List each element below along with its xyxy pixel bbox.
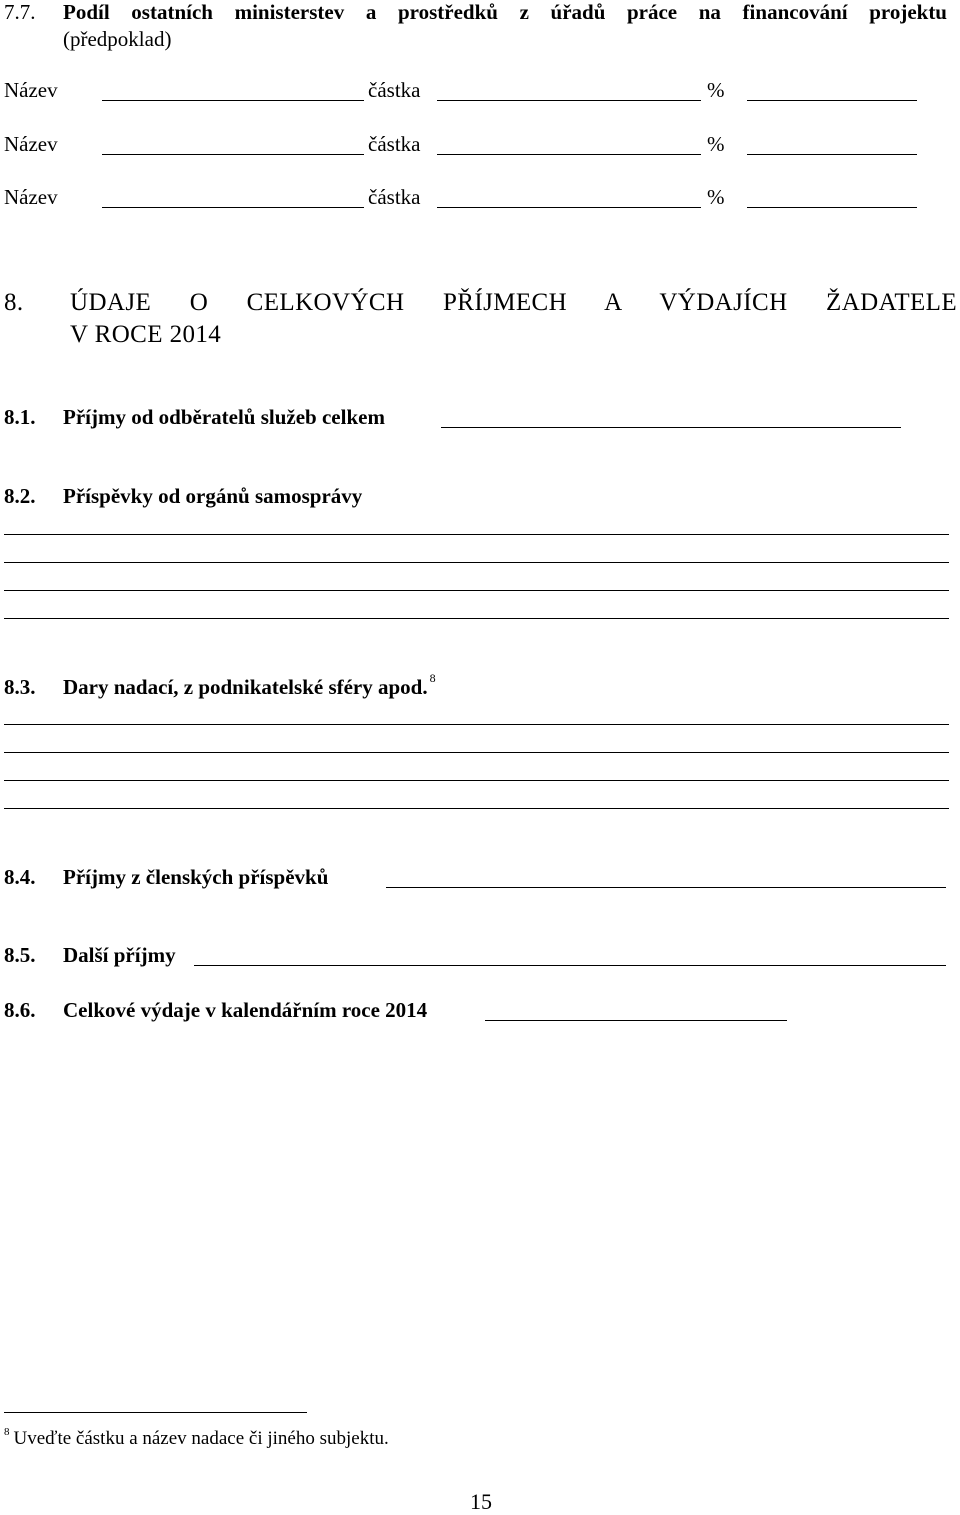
amount-label: částka: [368, 78, 421, 102]
section-7-7-subtitle: (předpoklad): [63, 27, 172, 51]
name-label: Název: [4, 185, 58, 209]
item-8-1-label: Příjmy od odběratelů služeb celkem: [63, 405, 385, 429]
item-8-3-label: Dary nadací, z podnikatelské sféry apod.: [63, 675, 428, 699]
item-8-6-field[interactable]: [485, 1020, 787, 1021]
amount-label: částka: [368, 185, 421, 209]
percent-field[interactable]: [747, 154, 917, 155]
item-8-2-field-line[interactable]: [4, 562, 949, 563]
footnote-separator: [4, 1412, 307, 1413]
item-8-3-field-line[interactable]: [4, 808, 949, 809]
item-8-1-number: 8.1.: [4, 405, 36, 429]
item-8-2-number: 8.2.: [4, 484, 36, 508]
item-8-2-label: Příspěvky od orgánů samosprávy: [63, 484, 363, 508]
item-8-2-field-line[interactable]: [4, 590, 949, 591]
section-8-subtitle: V ROCE 2014: [70, 321, 222, 348]
section-8-title: ÚDAJE O CELKOVÝCH PŘÍJMECH A VÝDAJÍCH ŽADATELE: [70, 289, 957, 316]
percent-field[interactable]: [747, 100, 917, 101]
footnote-text: Uveďte částku a název nadace či jiného subjektu.: [13, 1428, 389, 1449]
section-7-7-title: Podíl ostatních ministerstev a prostředků z úřadů práce na financování projektu: [63, 0, 947, 24]
amount-label: částka: [368, 132, 421, 156]
item-8-3-label-wrap: [63, 671, 436, 700]
item-8-3-field-line[interactable]: [4, 752, 949, 753]
item-8-6-label: Celkové výdaje v kalendářním roce 2014: [63, 998, 428, 1022]
item-8-3-field-line[interactable]: [4, 780, 949, 781]
item-8-4-label: Příjmy z členských příspěvků: [63, 865, 329, 889]
name-field[interactable]: [102, 207, 364, 208]
name-field[interactable]: [102, 100, 364, 101]
section-7-7-number: 7.7.: [4, 0, 36, 24]
name-field[interactable]: [102, 154, 364, 155]
footnote-mark: 8: [4, 1426, 10, 1438]
item-8-5-label: Další příjmy: [63, 943, 176, 967]
footnote: [4, 1428, 389, 1450]
amount-field[interactable]: [437, 154, 701, 155]
item-8-3-number: 8.3.: [4, 675, 36, 699]
page-number: 15: [470, 1489, 492, 1514]
percent-label: %: [707, 132, 725, 156]
percent-field[interactable]: [747, 207, 917, 208]
item-8-5-number: 8.5.: [4, 943, 36, 967]
item-8-2-field-line[interactable]: [4, 534, 949, 535]
item-8-4-number: 8.4.: [4, 865, 36, 889]
item-8-1-field[interactable]: [441, 427, 901, 428]
item-8-6-number: 8.6.: [4, 998, 36, 1022]
amount-field[interactable]: [437, 207, 701, 208]
percent-label: %: [707, 78, 725, 102]
item-8-5-field[interactable]: [194, 965, 946, 966]
section-8-number: 8.: [4, 289, 24, 316]
item-8-3-field-line[interactable]: [4, 724, 949, 725]
name-label: Název: [4, 132, 58, 156]
amount-field[interactable]: [437, 100, 701, 101]
item-8-2-field-line[interactable]: [4, 618, 949, 619]
percent-label: %: [707, 185, 725, 209]
item-8-4-field[interactable]: [386, 887, 946, 888]
name-label: Název: [4, 78, 58, 102]
footnote-ref[interactable]: 8: [429, 671, 436, 685]
